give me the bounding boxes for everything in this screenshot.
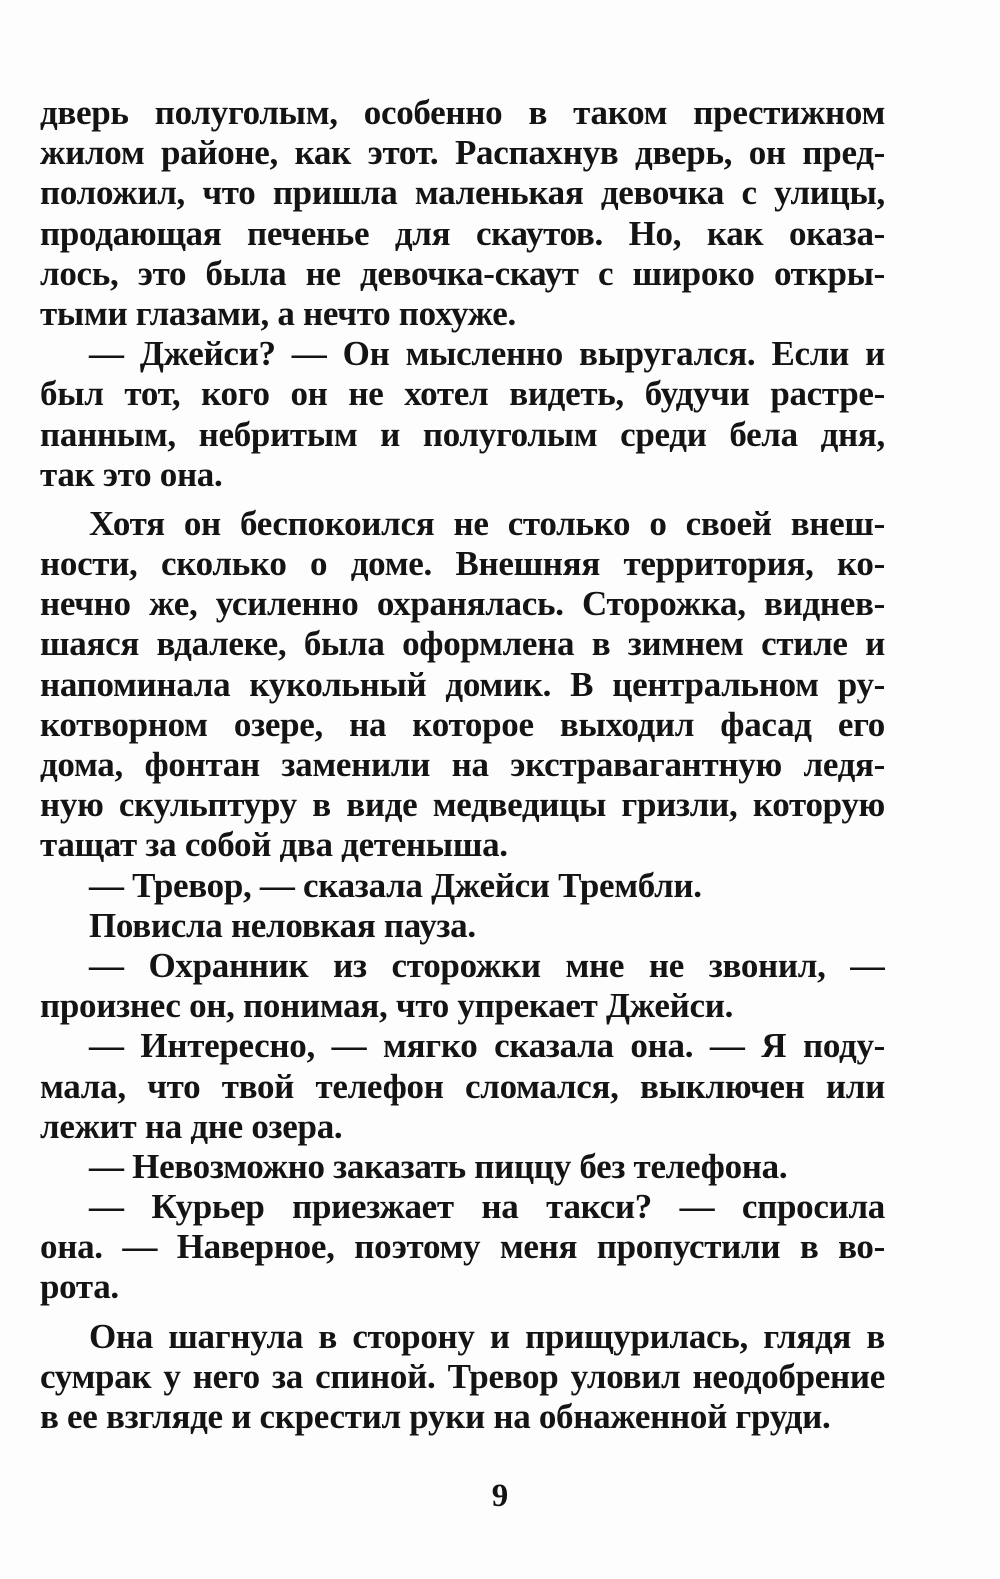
text-line: дверь полуголым, особенно в таком престижном bbox=[40, 93, 885, 132]
text-line: она. — Наверное, поэтому меня пропустили в во- bbox=[40, 1227, 885, 1267]
text-line: напоминала кукольный домик. В центральном ру- bbox=[40, 664, 885, 704]
text-line: в ее взгляде и скрестил руки на обнаженной груди. bbox=[40, 1397, 831, 1436]
text-line: — Курьер приезжает на такси? — спросила bbox=[89, 1187, 885, 1227]
text-line: ности, сколько о доме. Внешняя территория, ко- bbox=[40, 544, 885, 584]
text-line: ную скульптуру в виде медведицы гризли, которую bbox=[40, 785, 885, 825]
text-line: Повисла неловкая пауза. bbox=[89, 905, 476, 945]
text-line: так это она. bbox=[40, 454, 223, 494]
text-line: лежит на дне озера. bbox=[40, 1106, 343, 1146]
text-line: котворном озере, на которое выходил фасад его bbox=[40, 704, 885, 744]
page-number: 9 bbox=[491, 1478, 509, 1514]
text-line: — Невозможно заказать пиццу без телефона. bbox=[89, 1146, 788, 1186]
text-line: нечно же, усиленно охранялась. Сторожка, виднев- bbox=[40, 584, 885, 624]
text-line: положил, что пришла маленькая девочка с улицы, bbox=[40, 173, 885, 213]
text-line: — Джейси? — Он мысленно выругался. Если и bbox=[89, 334, 885, 374]
text-line: — Тревор, — сказала Джейси Трембли. bbox=[89, 865, 702, 905]
text-line: шаяся вдалеке, была оформлена в зимнем стиле и bbox=[40, 624, 885, 664]
text-line: продающая печенье для скаутов. Но, как оказа- bbox=[40, 213, 885, 253]
text-line: панным, небритым и полуголым среди бела дня, bbox=[40, 414, 885, 454]
text-line: произнес он, понимая, что упрекает Джейси. bbox=[40, 986, 734, 1026]
text-line: Она шагнула в сторону и прищурилась, глядя в bbox=[89, 1316, 885, 1356]
text-line: Хотя он беспокоился не столько о своей внеш- bbox=[89, 503, 885, 543]
text-line: тащат за собой два детеныша. bbox=[40, 825, 508, 865]
text-line: рота. bbox=[40, 1267, 119, 1307]
text-line: дома, фонтан заменили на экстравагантную ледя- bbox=[40, 745, 885, 784]
text-line: мала, что твой телефон сломался, выключен или bbox=[40, 1066, 885, 1106]
text-line: — Интересно, — мягко сказала она. — Я поду- bbox=[89, 1026, 885, 1066]
text-line: — Охранник из сторожки мне не звонил, — bbox=[89, 945, 885, 985]
text-line: лось, это была не девочка-скаут с широко откры- bbox=[40, 253, 885, 293]
text-line: был тот, кого он не хотел видеть, будучи растре- bbox=[40, 374, 885, 414]
text-line: тыми глазами, а нечто похуже. bbox=[40, 293, 516, 333]
body-text bbox=[40, 93, 885, 1437]
text-line: жилом районе, как этот. Распахнув дверь, он пред- bbox=[40, 133, 885, 173]
text-line: сумрак у него за спиной. Тревор уловил неодобрение bbox=[40, 1356, 885, 1396]
